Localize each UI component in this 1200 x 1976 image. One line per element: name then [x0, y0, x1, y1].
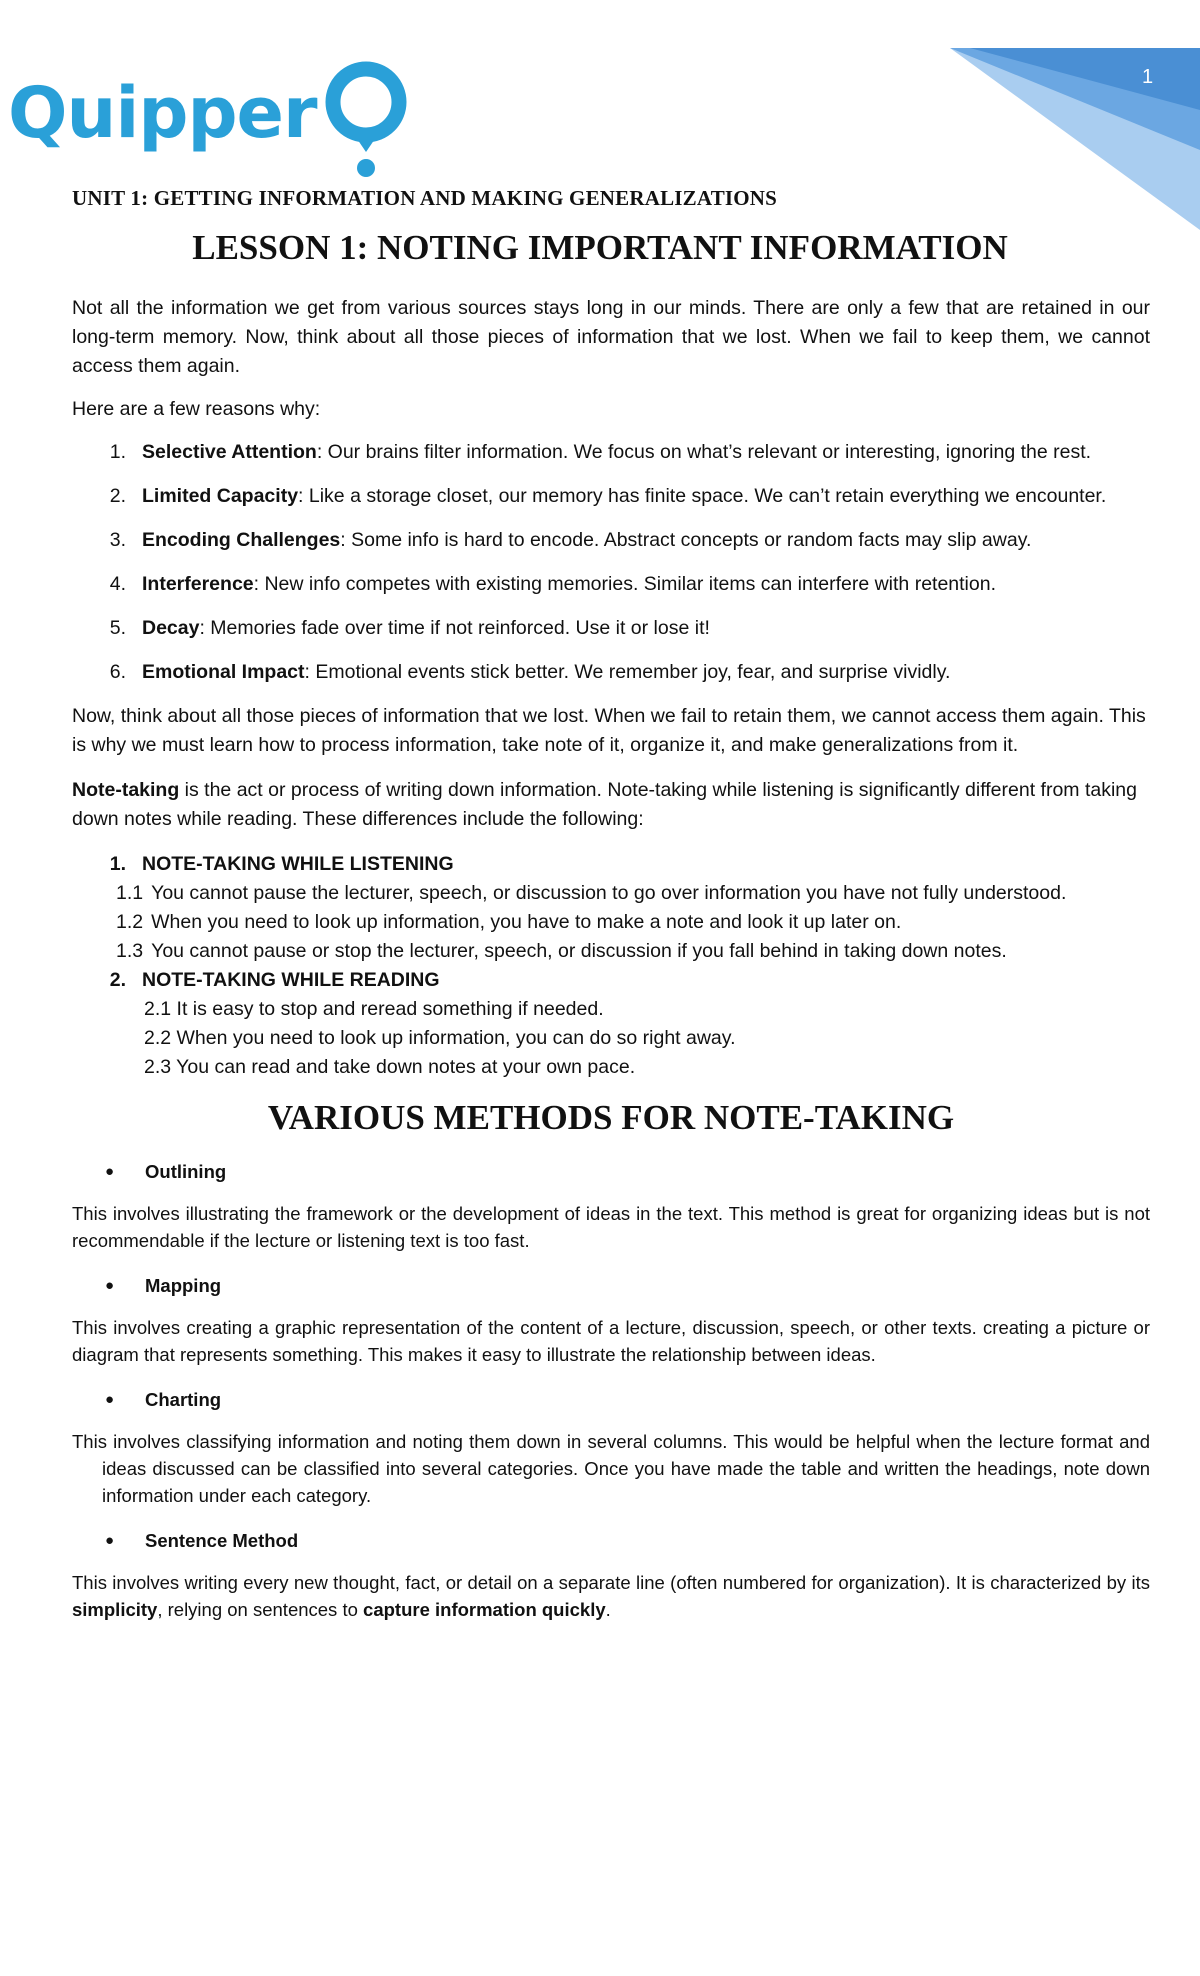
lesson-title: LESSON 1: NOTING IMPORTANT INFORMATION [192, 228, 1008, 267]
methods-title: VARIOUS METHODS FOR NOTE-TAKING [267, 1098, 955, 1137]
list-item: 6. Emotional Impact: Emotional events stick better. We remember joy, fear, and surprise vividly. [109, 661, 951, 683]
reasons-list [72, 438, 1150, 686]
notetaking-paragraph: Note-taking is the act or process of writing down information. Note-taking while listening is significantly different from taking down notes while reading. These differences include the following: [72, 779, 1137, 830]
after-paragraph: Now, think about all those pieces of information that we lost. When we fail to retain them, we cannot access them again. This is why we must learn how to process information, take note of it, organize it, and make generalizations from it. [72, 705, 1146, 756]
list-item: 5. Decay: Memories fade over time if not reinforced. Use it or lose it! [109, 617, 710, 639]
list-item: 2.2 When you need to look up information, you can do so right away. [144, 1027, 736, 1049]
list-item: 2.3 You can read and take down notes at your own pace. [144, 1056, 636, 1078]
unit-title: UNIT 1: GETTING INFORMATION AND MAKING GENERALIZATIONS [72, 186, 778, 210]
method-description: This involves writing every new thought, fact, or detail on a separate line (often numbered for organization). It is characterized by its simplicity, relying on sentences to capture information quickly. [72, 1572, 1150, 1620]
intro-paragraph: Not all the information we get from various sources stays long in our minds. There are only a few that are retained in our long-term memory. Now, think about all those pieces of information that we lost. When we fail to keep them, we cannot access them again. [72, 297, 1150, 377]
main-content [72, 294, 1150, 1641]
reasons-lead: Here are a few reasons why: [72, 398, 321, 420]
speech-bubble-icon [321, 60, 411, 178]
page-number: 1 [1142, 66, 1154, 88]
list-item: 4. Interference: New info competes with existing memories. Similar items can interfere with retention. [109, 573, 997, 595]
list-item: 1.3 You cannot pause or stop the lecturer, speech, or discussion if you fall behind in taking down notes. [116, 940, 1007, 962]
method-heading-outlining: ● Outlining [105, 1161, 227, 1182]
reading-heading: 2. NOTE-TAKING WHILE READING [109, 969, 440, 991]
method-heading-mapping: ● Mapping [105, 1275, 222, 1296]
list-item: 3. Encoding Challenges: Some info is hard to encode. Abstract concepts or random facts may slip away. [109, 529, 1032, 551]
method-heading-sentence: ● Sentence Method [105, 1530, 299, 1551]
method-description: This involves creating a graphic representation of the content of a lecture, discussion, speech, or other texts. creating a picture or diagram that represents something. This makes it easy to illustrate the relationship between ideas. [72, 1317, 1150, 1365]
list-item: 1. Selective Attention: Our brains filter information. We focus on what’s relevant or interesting, ignoring the rest. [109, 441, 1092, 463]
method-description: This involves classifying information and noting them down in several columns. This would be helpful when the lecture format and ideas discussed can be classified into several categories. Once you have made the table and written the headings, note down information under each category. [72, 1431, 1150, 1506]
quipper-logo [8, 60, 411, 180]
corner-decoration [950, 0, 1200, 230]
list-item: 2. Limited Capacity: Like a storage closet, our memory has finite space. We can’t retain everything we encounter. [109, 485, 1107, 507]
method-heading-charting: ● Charting [105, 1389, 222, 1410]
logo-text: Quipper [8, 72, 317, 154]
list-item: 1.1 You cannot pause the lecturer, speech, or discussion to go over information you have not fully understood. [116, 882, 1067, 904]
list-item: 1.2 When you need to look up information, you have to make a note and look it up later on. [116, 911, 902, 933]
method-description: This involves illustrating the framework or the development of ideas in the text. This method is great for organizing ideas but is not recommendable if the lecture or listening text is too fast. [72, 1203, 1150, 1251]
listening-heading: 1. NOTE-TAKING WHILE LISTENING [109, 853, 454, 875]
list-item: 2.1 It is easy to stop and reread something if needed. [144, 998, 604, 1020]
